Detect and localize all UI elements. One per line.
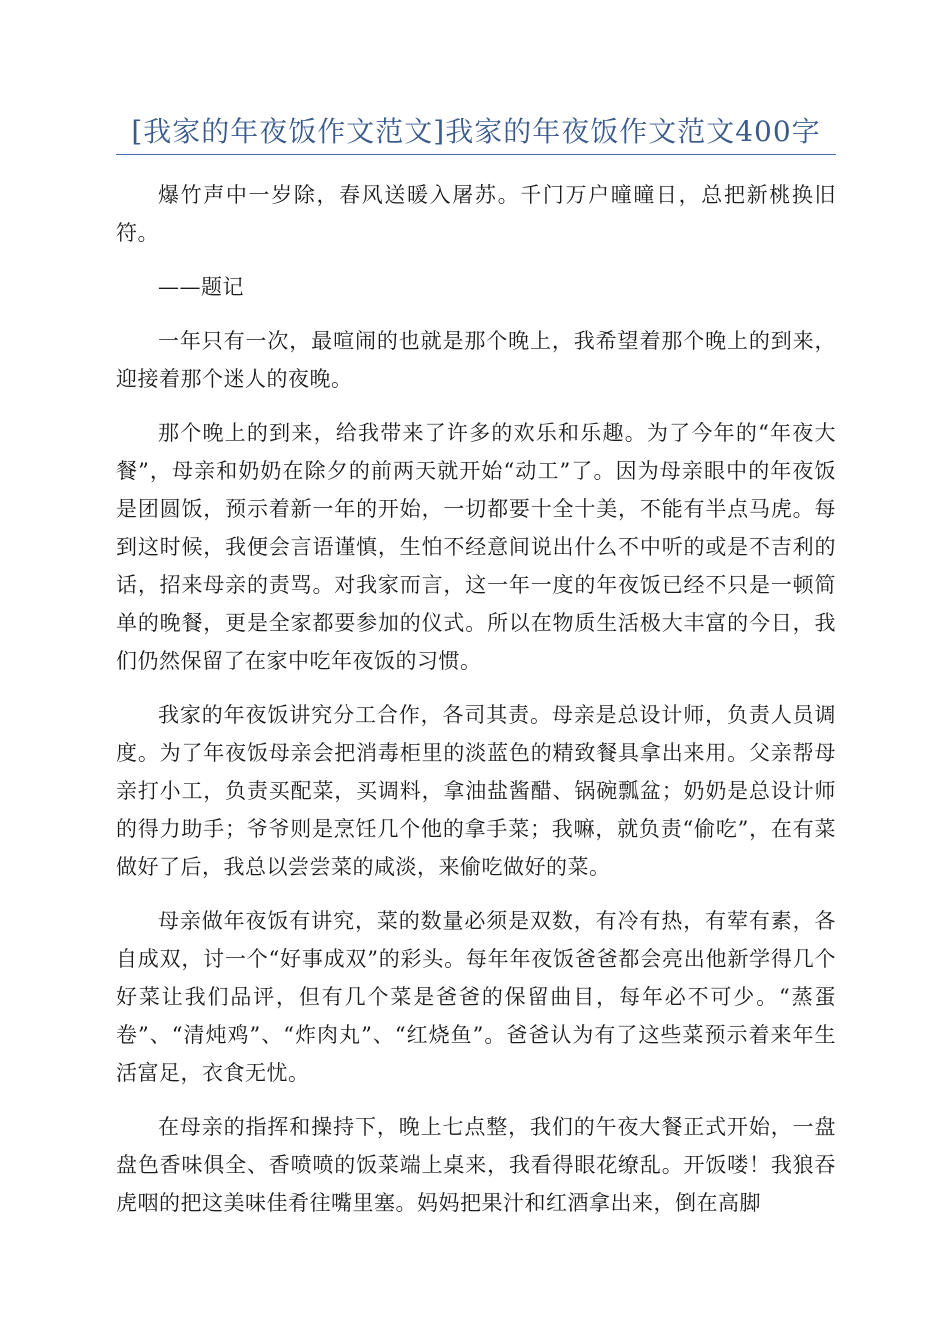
paragraph-epigraph-attribution: ——题记 [158, 275, 244, 299]
paragraph-preparation: 那个晚上的到来，给我带来了许多的欢乐和乐趣。为了今年的“年夜大餐”，母亲和奶奶在除夕的前两天就开始“动工”了。因为母亲眼中的年夜饭是团圆饭，预示着新一年的开始，一切都要十全十美，不能有半点马虎。每到这时候，我便会言语谨慎，生怕不经意间说出什么不中听的或是不吉利的话，招来母亲的责骂。对我家而言，这一年一度的年夜饭已经不只是一顿简单的晚餐，更是全家都要参加的仪式。所以在物质生活极大丰富的今日，我们仍然保留了在家中吃年夜饭的习惯。 [116, 421, 836, 673]
paragraph-division-of-labor: 我家的年夜饭讲究分工合作，各司其责。母亲是总设计师，负责人员调度。为了年夜饭母亲会把消毒柜里的淡蓝色的精致餐具拿出来用。父亲帮母亲打小工，负责买配菜，买调料，拿油盐酱醋、锅碗瓢盆；奶奶是总设计师的得力助手；爷爷则是烹饪几个他的拿手菜；我嘛，就负责“偷吃”，在有菜做好了后，我总以尝尝菜的咸淡，来偷吃做好的菜。 [116, 703, 836, 879]
paragraph-dinner-begins: 在母亲的指挥和操持下，晚上七点整，我们的午夜大餐正式开始，一盘盘色香味俱全、香喷喷的饭菜端上桌来，我看得眼花缭乱。开饭喽！我狼吞虎咽的把这美味佳肴往嘴里塞。妈妈把果汁和红酒拿出来，倒在高脚 [116, 1115, 836, 1215]
document-body [116, 176, 836, 1238]
title-underline [116, 154, 836, 155]
paragraph-dishes: 母亲做年夜饭有讲究，菜的数量必须是双数，有冷有热，有荤有素，各自成双，讨一个“好事成双”的彩头。每年年夜饭爸爸都会亮出他新学得几个好菜让我们品评，但有几个菜是爸爸的保留曲目，每年必不可少。“蒸蛋卷”、“清炖鸡”、“炸肉丸”、“红烧鱼”。爸爸认为有了这些菜预示着来年生活富足，衣食无忧。 [116, 909, 836, 1085]
document-title: [我家的年夜饭作文范文]我家的年夜饭作文范文400字 [131, 115, 821, 148]
paragraph-poem: 爆竹声中一岁除，春风送暖入屠苏。千门万户曈曈日，总把新桃换旧符。 [116, 183, 836, 245]
paragraph-intro: 一年只有一次，最喧闹的也就是那个晚上，我希望着那个晚上的到来，迎接着那个迷人的夜晚。 [116, 329, 836, 391]
